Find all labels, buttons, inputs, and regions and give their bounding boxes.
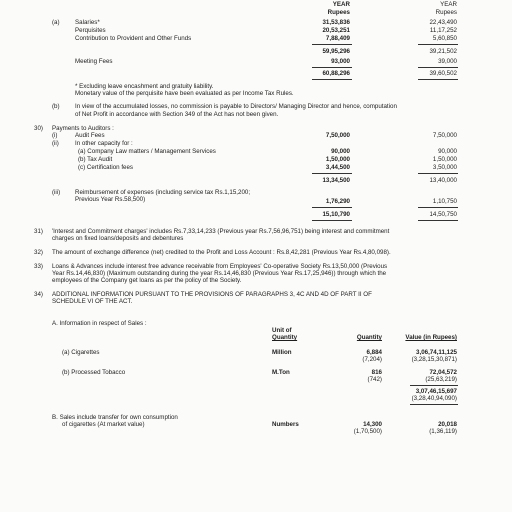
para-30-title: Payments to Auditors : [52,125,114,132]
year-header-current: YEAR [332,1,350,8]
tax-audit-current: 1,50,000 [325,156,350,163]
section-a-label: (a) [52,19,60,26]
para-32-line-1: The amount of exchange difference (net) credited to the Profit and Loss Account : Rs.8,42,281 (Previous Year Rs.4,80,098). [52,249,391,256]
year-header-previous: YEAR [440,1,457,8]
rule [312,44,352,45]
info-b-label-2: of cigarettes (At market value) [62,421,145,428]
auditor-subtotal-current: 13,34,500 [322,177,350,184]
reimbursement-previous: 1,10,750 [432,198,457,205]
para-34-number: 34) [34,291,43,298]
other-capacity-num: (ii) [52,140,59,147]
section-b-label: (b) [52,103,60,110]
contribution-label: Contribution to Provident and Other Funds [75,35,192,42]
footnote-perquisites: Monetary value of the perquisite have been evaluated as per Income Tax Rules. [75,90,294,97]
tobacco-label: (b) Processed Tobacco [62,369,126,376]
rule [410,404,458,405]
perquisites-label: Perquisites [75,27,106,34]
salaries-current: 31,53,836 [322,19,350,26]
salaries-label: Salaries* [75,19,100,26]
reimbursement-current: 1,76,290 [325,198,350,205]
own-consumption-unit: Numbers [272,421,299,428]
certification-previous: 3,50,000 [432,164,457,171]
rule [312,207,352,208]
reimbursement-label-1: Reimbursement of expenses (including service tax Rs.1,15,200; [75,189,251,196]
audit-fees-label: Audit Fees [75,132,105,139]
rule [418,67,458,68]
unit-of-header: Unit of [272,327,292,334]
own-consumption-qty-previous: (1,70,500) [353,428,382,435]
reimbursement-num: (iii) [52,189,61,196]
para-31-line-1: 'Interest and Commitment charges' includes Rs.7,33,14,233 (Previous year Rs.7,56,96,751) being interest and commitment [52,228,390,235]
perquisites-previous: 11,17,252 [429,27,457,34]
tobacco-qty-previous: (742) [367,376,382,383]
company-law-current: 90,000 [331,148,350,155]
sales-total: 3,07,46,15,697 [415,388,457,395]
audit-fees-previous: 7,50,000 [432,132,457,139]
rupees-header-previous: Rupees [435,9,457,16]
cigarettes-qty-previous: (7,204) [362,356,382,363]
tobacco-value-previous: (25,63,219) [425,376,457,383]
contribution-current: 7,88,409 [325,35,350,42]
meeting-fees-current: 93,000 [331,58,350,65]
rule [312,67,352,68]
sales-total-previous: (3,28,40,94,090) [411,395,457,402]
audit-fees-current: 7,50,000 [325,132,350,139]
footnote-excluding: * Excluding leave encashment and gratuity liability. [75,83,214,90]
para-33-number: 33) [34,263,43,270]
rule [418,79,458,80]
audit-fees-num: (i) [52,132,58,139]
tobacco-qty: 816 [371,369,382,376]
rule [312,79,352,80]
para-31-number: 31) [34,228,43,235]
quantity-header: Quantity [356,334,382,341]
auditor-subtotal-previous: 13,40,000 [429,177,457,184]
reimbursement-label-2: Previous Year Rs.58,500) [75,196,146,203]
cigarettes-value: 3,06,74,11,125 [416,349,457,356]
para-32-number: 32) [34,249,43,256]
para-33-line-1: Loans & Advances include interest free advance receivable from Employees' Co-operative Society Rs.13,50,000 (Previous [52,263,388,270]
info-a-label: A. Information in respect of Sales : [52,320,147,327]
section-b-text-2: of Net Profit in accordance with Section 349 of the Act has not been given. [75,111,279,118]
para-33-line-2: Year Rs.14,46,830) (Maximum outstanding during the year Rs.14,46,830 (Previous Year Rs.17,25,946)) through which the [52,270,387,277]
own-consumption-value-previous: (1,36,119) [429,428,457,435]
cigarettes-label: (a) Cigarettes [62,349,100,356]
para-30-number: 30) [34,125,43,132]
meeting-fees-label: Meeting Fees [75,58,113,65]
value-header: Value (in Rupees) [405,334,457,341]
auditor-total-current: 15,10,790 [322,211,350,218]
rule [312,173,352,174]
perquisites-current: 20,53,251 [322,27,350,34]
total-a-current: 60,88,296 [322,70,350,77]
para-33-line-3: employees of the Company get loans as per the policy of the Society. [52,277,242,284]
cigarettes-unit: Million [272,349,292,356]
unit-quantity-header: Quantity [272,334,298,341]
para-34-line-1: ADDITIONAL INFORMATION PURSUANT TO THE PROVISIONS OF PARAGRAPHS 3, 4C AND 4D OF PART II OF [52,291,372,298]
rule [410,385,458,386]
rupees-header-current: Rupees [327,9,350,16]
section-b-text-1: In view of the accumulated losses, no commission is payable to Directors/ Managing Director and hence, computation [75,103,397,110]
subtotal-current: 59,95,296 [322,48,350,55]
para-31-line-2: charges on fixed loans/deposits and debentures [52,235,184,242]
salaries-previous: 22,43,490 [429,19,457,26]
rule [418,207,458,208]
certification-current: 3,44,500 [325,164,350,171]
rule [418,44,458,45]
rule [418,173,458,174]
info-b-label-1: B. Sales include transfer for own consumption [52,414,178,421]
auditor-total-previous: 14,50,750 [429,211,457,218]
company-law-label: (a) Company Law matters / Management Services [78,148,216,155]
total-a-previous: 39,60,502 [429,70,457,77]
cigarettes-qty: 6,884 [366,349,382,356]
subtotal-previous: 39,21,502 [429,48,457,55]
rule [418,220,458,221]
tobacco-value: 72,04,572 [429,369,457,376]
tobacco-unit: M.Ton [272,369,290,376]
tax-audit-label: (b) Tax Audit [78,156,113,163]
tax-audit-previous: 1,50,000 [432,156,457,163]
other-capacity-label: In other capacity for : [75,140,133,147]
own-consumption-qty: 14,300 [363,421,382,428]
own-consumption-value: 20,018 [438,421,457,428]
meeting-fees-previous: 39,000 [438,58,457,65]
rule [312,220,352,221]
para-34-line-2: SCHEDULE VI OF THE ACT. [52,298,133,305]
company-law-previous: 90,000 [438,148,457,155]
certification-label: (c) Certification fees [78,164,134,171]
contribution-previous: 5,60,850 [432,35,457,42]
cigarettes-value-previous: (3,28,15,30,871) [411,356,457,363]
